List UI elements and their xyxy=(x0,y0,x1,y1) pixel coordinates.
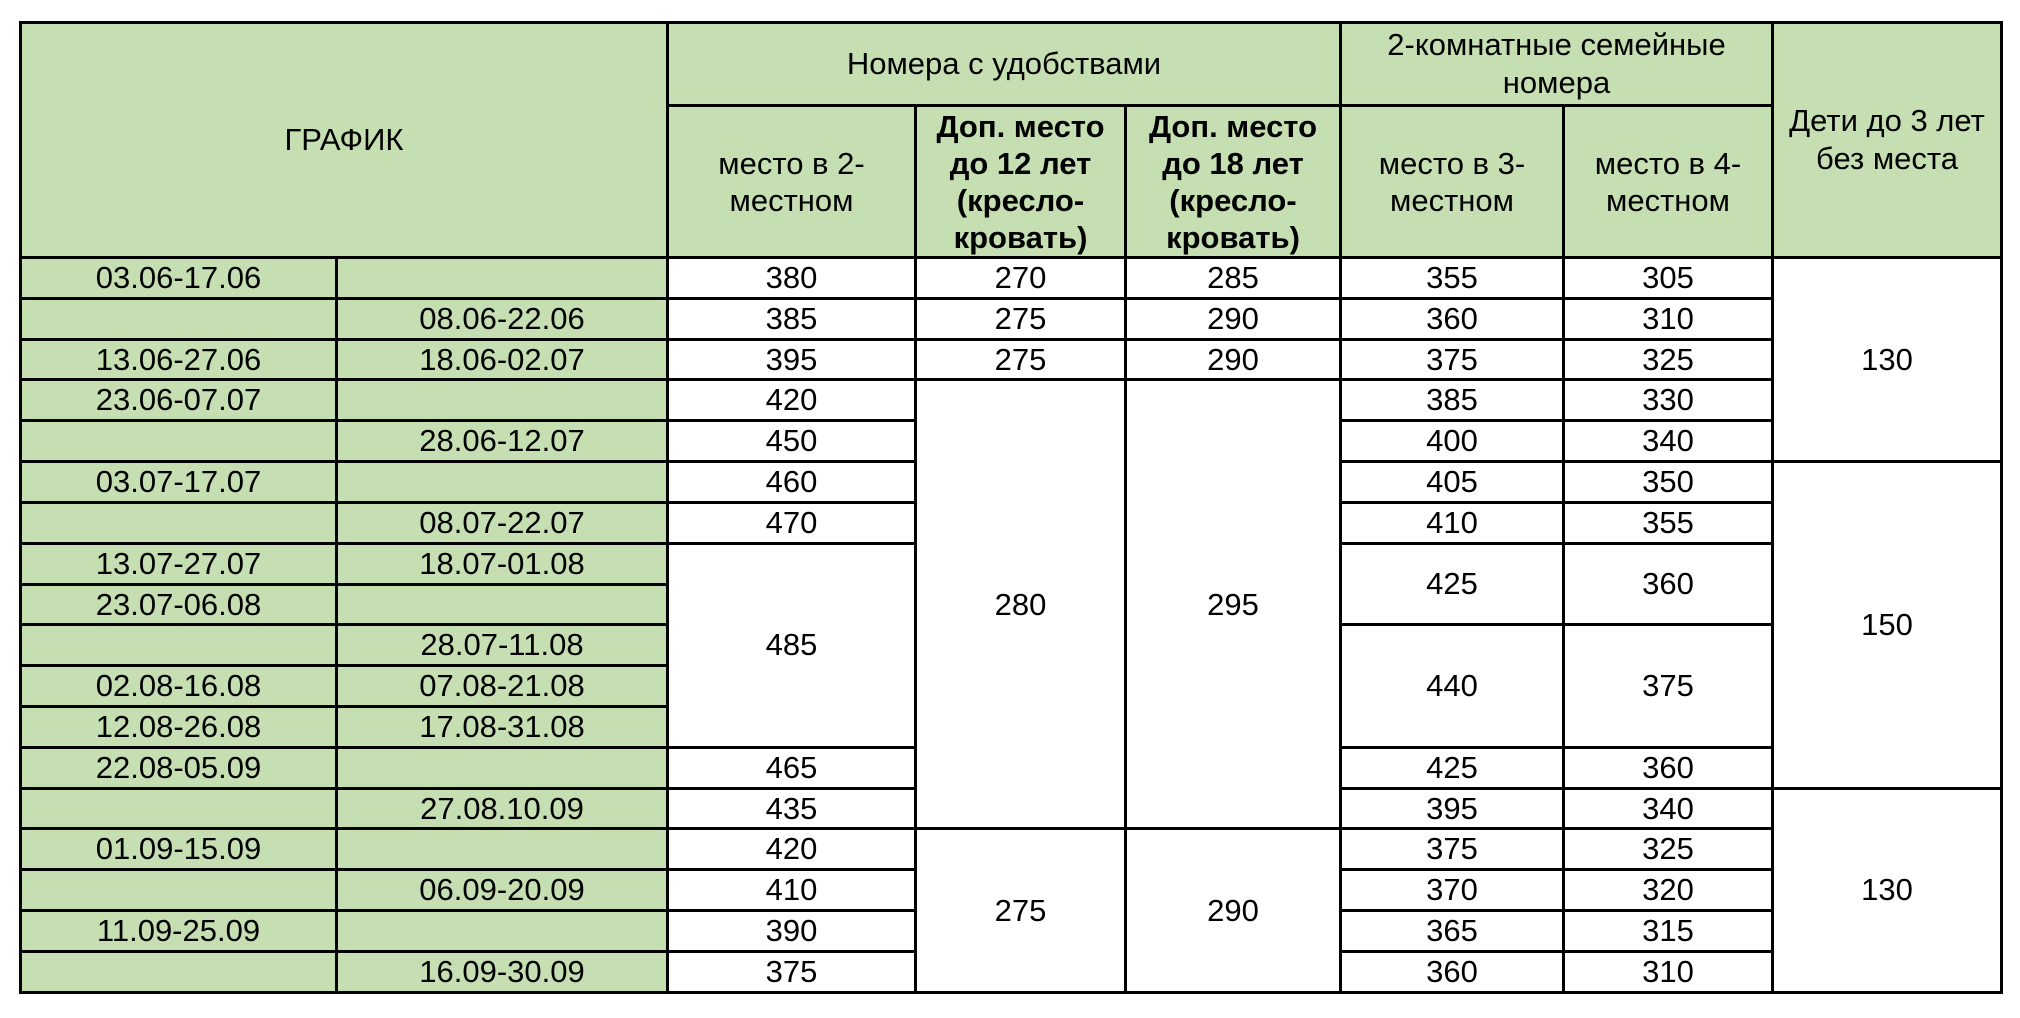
price-cell: 310 xyxy=(1564,298,1773,339)
date-range-cell: 01.09-15.09 xyxy=(21,829,337,870)
date-range-cell: 23.06-07.07 xyxy=(21,380,337,421)
price-cell: 290 xyxy=(1126,829,1341,992)
price-cell: 420 xyxy=(668,829,916,870)
price-cell: 315 xyxy=(1564,911,1773,952)
price-cell: 280 xyxy=(916,380,1126,829)
price-cell: 410 xyxy=(668,870,916,911)
price-cell: 395 xyxy=(1341,788,1564,829)
price-table-container xyxy=(19,21,2003,994)
subheader-place-2: место в 2-местном xyxy=(668,106,916,258)
date-range-cell xyxy=(337,380,668,421)
price-cell: 375 xyxy=(1341,829,1564,870)
price-cell: 380 xyxy=(668,258,916,299)
price-cell: 470 xyxy=(668,502,916,543)
date-range-cell: 28.06-12.07 xyxy=(337,421,668,462)
date-range-cell xyxy=(21,788,337,829)
price-cell: 460 xyxy=(668,462,916,503)
date-range-cell: 23.07-06.08 xyxy=(21,584,337,625)
price-cell: 295 xyxy=(1126,380,1341,829)
date-range-cell xyxy=(337,258,668,299)
header-group-comfort: Номера с удобствами xyxy=(668,23,1341,106)
price-cell: 270 xyxy=(916,258,1126,299)
date-range-cell: 28.07-11.08 xyxy=(337,625,668,666)
subheader-place-3: место в 3-местном xyxy=(1341,106,1564,258)
date-range-cell xyxy=(21,421,337,462)
price-cell: 420 xyxy=(668,380,916,421)
price-cell: 375 xyxy=(1564,625,1773,747)
price-cell: 340 xyxy=(1564,788,1773,829)
subheader-place-4: место в 4-местном xyxy=(1564,106,1773,258)
price-cell: 305 xyxy=(1564,258,1773,299)
price-cell: 355 xyxy=(1341,258,1564,299)
date-range-cell: 13.06-27.06 xyxy=(21,339,337,380)
price-cell: 425 xyxy=(1341,543,1564,625)
price-cell: 485 xyxy=(668,543,916,747)
price-cell: 375 xyxy=(668,951,916,992)
header-children: Дети до 3 лет без места xyxy=(1773,23,2002,258)
date-range-cell xyxy=(337,584,668,625)
date-range-cell: 18.06-02.07 xyxy=(337,339,668,380)
price-cell: 465 xyxy=(668,747,916,788)
header-grafik: ГРАФИК xyxy=(21,23,668,258)
price-table xyxy=(19,21,2003,994)
price-cell: 290 xyxy=(1126,339,1341,380)
date-range-cell xyxy=(337,747,668,788)
price-cell: 410 xyxy=(1341,502,1564,543)
price-cell: 285 xyxy=(1126,258,1341,299)
price-cell: 310 xyxy=(1564,951,1773,992)
price-cell: 350 xyxy=(1564,462,1773,503)
date-range-cell: 08.07-22.07 xyxy=(337,502,668,543)
date-range-cell xyxy=(337,462,668,503)
date-range-cell xyxy=(337,829,668,870)
price-cell: 275 xyxy=(916,298,1126,339)
price-cell: 395 xyxy=(668,339,916,380)
price-cell: 425 xyxy=(1341,747,1564,788)
price-cell: 355 xyxy=(1564,502,1773,543)
price-cell: 360 xyxy=(1341,298,1564,339)
price-cell: 400 xyxy=(1341,421,1564,462)
price-cell: 440 xyxy=(1341,625,1564,747)
price-cell: 360 xyxy=(1564,543,1773,625)
date-range-cell: 08.06-22.06 xyxy=(337,298,668,339)
price-cell: 365 xyxy=(1341,911,1564,952)
header-group-family: 2-комнатные семейные номера xyxy=(1341,23,1773,106)
date-range-cell: 22.08-05.09 xyxy=(21,747,337,788)
price-cell: 360 xyxy=(1564,747,1773,788)
price-cell: 325 xyxy=(1564,339,1773,380)
date-range-cell xyxy=(21,298,337,339)
child-price-cell: 130 xyxy=(1773,258,2002,462)
price-cell: 450 xyxy=(668,421,916,462)
price-cell: 325 xyxy=(1564,829,1773,870)
date-range-cell: 12.08-26.08 xyxy=(21,706,337,747)
price-cell: 320 xyxy=(1564,870,1773,911)
date-range-cell xyxy=(21,870,337,911)
date-range-cell: 07.08-21.08 xyxy=(337,666,668,707)
price-cell: 385 xyxy=(1341,380,1564,421)
child-price-cell: 150 xyxy=(1773,462,2002,789)
price-cell: 390 xyxy=(668,911,916,952)
date-range-cell: 18.07-01.08 xyxy=(337,543,668,584)
price-cell: 330 xyxy=(1564,380,1773,421)
price-cell: 370 xyxy=(1341,870,1564,911)
date-range-cell: 13.07-27.07 xyxy=(21,543,337,584)
date-range-cell: 16.09-30.09 xyxy=(337,951,668,992)
price-cell: 340 xyxy=(1564,421,1773,462)
date-range-cell: 02.08-16.08 xyxy=(21,666,337,707)
subheader-extra-18: Доп. место до 18 лет (кресло-кровать) xyxy=(1126,106,1341,258)
date-range-cell: 17.08-31.08 xyxy=(337,706,668,747)
date-range-cell: 27.08.10.09 xyxy=(337,788,668,829)
price-cell: 375 xyxy=(1341,339,1564,380)
date-range-cell: 06.09-20.09 xyxy=(337,870,668,911)
price-cell: 360 xyxy=(1341,951,1564,992)
date-range-cell xyxy=(21,951,337,992)
date-range-cell: 03.07-17.07 xyxy=(21,462,337,503)
date-range-cell xyxy=(21,502,337,543)
price-cell: 405 xyxy=(1341,462,1564,503)
price-cell: 275 xyxy=(916,829,1126,992)
price-cell: 275 xyxy=(916,339,1126,380)
date-range-cell: 03.06-17.06 xyxy=(21,258,337,299)
date-range-cell xyxy=(21,625,337,666)
date-range-cell: 11.09-25.09 xyxy=(21,911,337,952)
subheader-extra-12: Доп. место до 12 лет (кресло-кровать) xyxy=(916,106,1126,258)
date-range-cell xyxy=(337,911,668,952)
price-cell: 385 xyxy=(668,298,916,339)
child-price-cell: 130 xyxy=(1773,788,2002,992)
price-cell: 290 xyxy=(1126,298,1341,339)
price-cell: 435 xyxy=(668,788,916,829)
